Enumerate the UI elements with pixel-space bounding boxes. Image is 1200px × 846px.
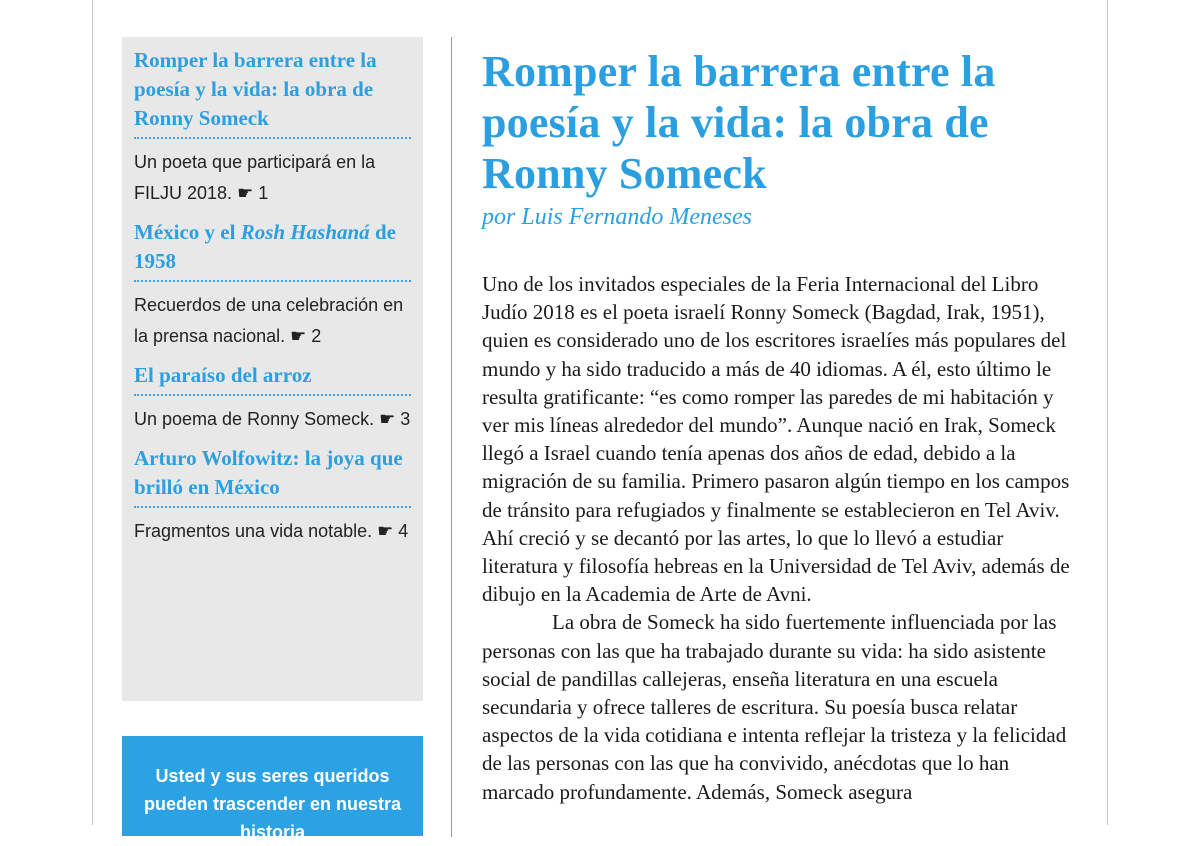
promo-banner[interactable] xyxy=(122,736,423,842)
toc-item-title-text: México y el xyxy=(134,220,241,244)
page-border-right xyxy=(1107,0,1108,825)
sidebar-table-of-contents xyxy=(122,37,423,701)
article-body xyxy=(482,270,1072,806)
article-byline: por Luis Fernando Meneses xyxy=(482,204,752,230)
toc-item xyxy=(134,218,411,361)
toc-item-description xyxy=(134,290,411,361)
toc-item-title-text-end: de 1958 xyxy=(134,220,396,273)
toc-item-description xyxy=(134,404,411,444)
toc-item-title-link[interactable] xyxy=(134,218,411,282)
toc-item-description-text: Un poema de Ronny Someck. xyxy=(134,409,375,429)
toc-item-description xyxy=(134,516,411,556)
toc-item xyxy=(134,444,411,556)
page-border-left xyxy=(92,0,93,825)
article-headline: Romper la barrera entre la poesía y la vida: la obra de Ronny Someck xyxy=(482,47,996,198)
toc-item-read-link[interactable]: ☛ 1 xyxy=(237,183,269,203)
toc-item-description-text: Un poeta que participará en la FILJU 2018. xyxy=(134,152,376,203)
toc-item-description xyxy=(134,147,411,218)
toc-item-description-text: Recuerdos de una celebración en la prensa nacional. xyxy=(134,295,404,346)
toc-item-read-link[interactable]: ☛ 2 xyxy=(290,326,322,346)
toc-item-title-link[interactable]: Arturo Wolfowitz: la joya que brilló en México xyxy=(134,444,411,508)
toc-item-title-link[interactable]: El paraíso del arroz xyxy=(134,361,411,396)
toc-item-title-italic: Rosh Hashaná xyxy=(240,220,370,244)
article-paragraph: Uno de los invitados especiales de la Feria Internacional del Libro Judío 2018 es el poeta israelí Ronny Someck (Bagdad, Irak, 1951), quien es considerado uno de los escritores israelíes más populares del mundo y ha sido traducido a más de 40 idiomas. A él, esto último le resulta gratificante: “es como romper las paredes de mi habitación y ver mis líneas alrededor del mundo”. Aunque nació en Irak, Someck llegó a Israel cuando tenía apenas dos años de edad, debido a la migración de su familia. Primero pasaron algún tiempo en los campos de tránsito para refugiados y finalmente se establecieron en Tel Aviv. Ahí creció y se decantó por las artes, lo que lo llevó a estudiar literatura y filosofía hebreas en la Universidad de Tel Aviv, además de dibujo en la Academia de Arte de Avni. xyxy=(482,272,1070,607)
toc-item-read-link[interactable]: ☛ 4 xyxy=(377,521,409,541)
column-divider xyxy=(451,37,452,837)
article-paragraph: La obra de Someck ha sido fuertemente influenciada por las personas con las que ha trabajado durante su vida: ha sido asistente social de pandillas callejeras, enseña literatura en una escuela secundaria y ofrece talleres de escritura. Su poesía busca relatar aspectos de la vida cotidiana e intenta reflejar la tristeza y la felicidad de las personas con las que ha convivido, anécdotas que lo han marcado profundamente. Además, Someck asegura xyxy=(482,610,1067,804)
article xyxy=(482,46,1072,806)
toc-item-read-link[interactable]: ☛ 3 xyxy=(379,409,411,429)
toc-item xyxy=(134,46,411,218)
promo-text: Usted y sus seres queridos pueden trascender en nuestra historia xyxy=(143,766,402,842)
toc-item-description-text: Fragmentos una vida notable. xyxy=(134,521,373,541)
toc-item xyxy=(134,361,411,444)
toc-item-title-link[interactable]: Romper la barrera entre la poesía y la vida: la obra de Ronny Someck xyxy=(134,46,411,139)
